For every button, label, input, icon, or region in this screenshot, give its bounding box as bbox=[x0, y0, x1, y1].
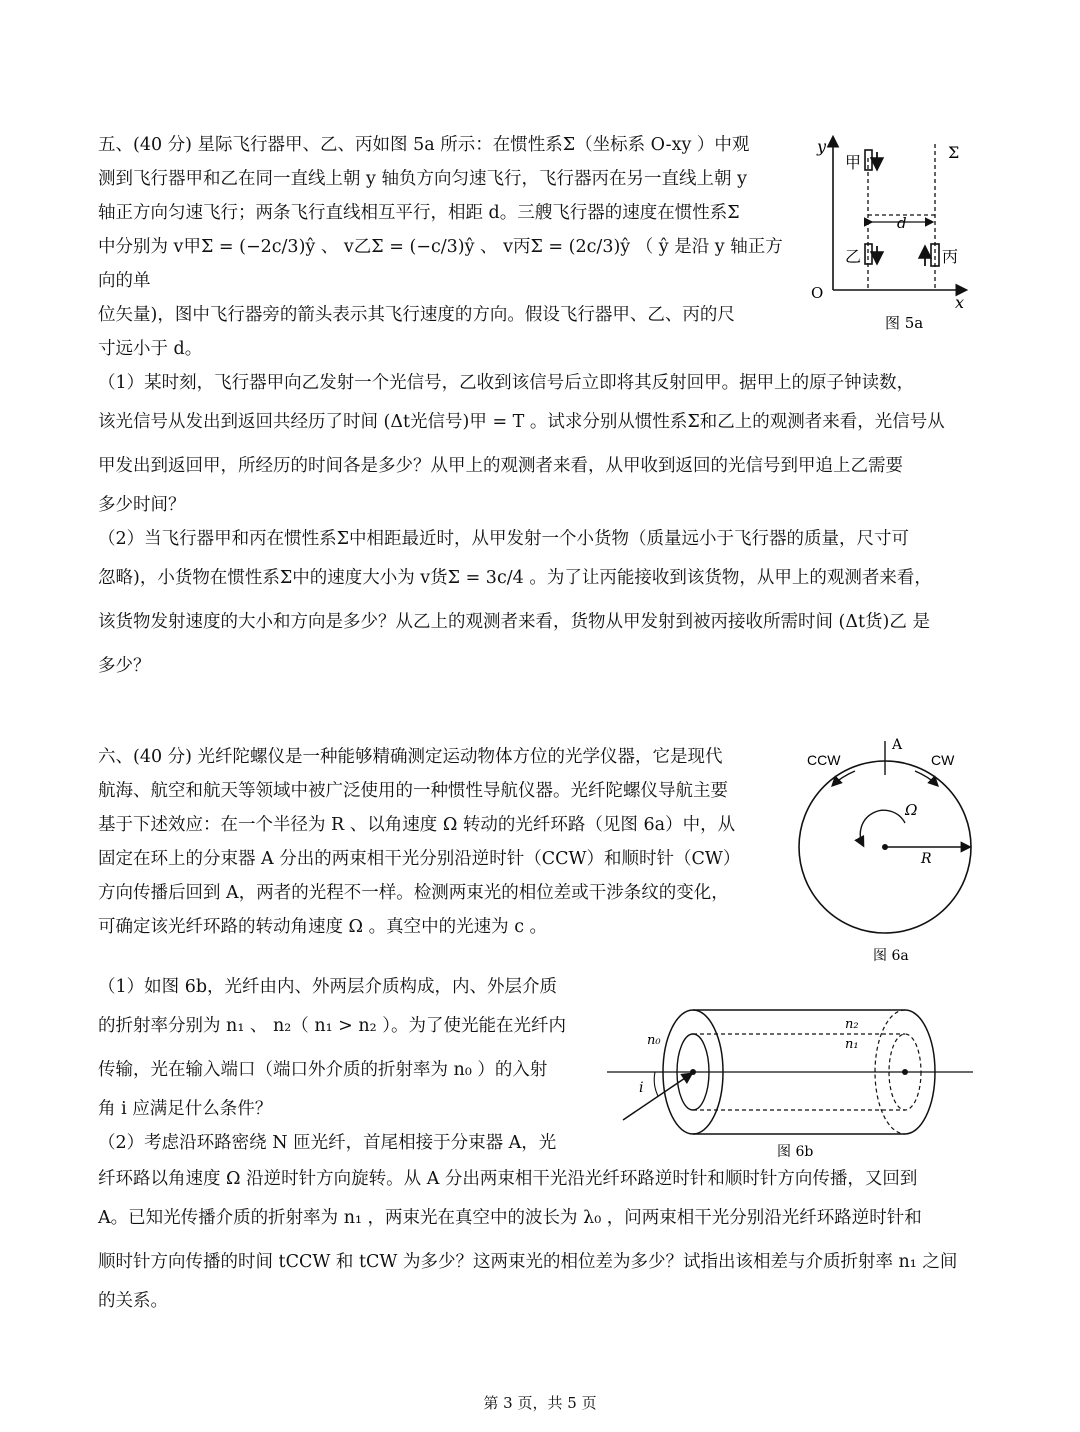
text-line: 六、(40 分) 光纤陀螺仪是一种能够精确测定运动物体方位的光学仪器，它是现代 bbox=[98, 747, 723, 767]
sigma-label: Σ bbox=[948, 143, 960, 162]
text-line: 多少时间？ bbox=[98, 495, 186, 515]
craft-bing bbox=[931, 244, 939, 266]
figure-caption: 图 6b bbox=[777, 1144, 814, 1160]
angle-label: i bbox=[639, 1080, 644, 1096]
figure-5a bbox=[805, 130, 980, 335]
text-line: （2）考虑沿环路密绕 N 匝光纤，首尾相接于分束器 A，光 bbox=[98, 1133, 557, 1153]
text-line: 测到飞行器甲和乙在同一直线上朝 y 轴负方向匀速飞行，飞行器丙在另一直线上朝 y bbox=[98, 169, 747, 189]
figure-caption: 图 6a bbox=[873, 948, 909, 964]
text-line: 位矢量)，图中飞行器旁的箭头表示其飞行速度的方向。假设飞行器甲、乙、丙的尺 bbox=[98, 305, 735, 325]
omega-label: Ω bbox=[905, 801, 918, 819]
text-line: （1）如图 6b，光纤由内、外两层介质构成，内、外层介质 bbox=[98, 977, 558, 997]
text-line: 多少？ bbox=[98, 656, 151, 676]
text-line: 该货物发射速度的大小和方向是多少？从乙上的观测者来看，货物从甲发射到被丙接收所需时间 (Δt货)乙 是 bbox=[98, 612, 930, 632]
radius-label: R bbox=[921, 851, 932, 867]
text-line: 该光信号从发出到返回共经历了时间 (Δt光信号)甲 = T 。试求分别从惯性系Σ和乙上的观测者来看，光信号从 bbox=[98, 412, 945, 432]
text-line: 忽略)，小货物在惯性系Σ中的速度大小为 v货Σ = 3c/4 。为了让丙能接收到该货物，从甲上的观测者来看， bbox=[98, 568, 932, 588]
n1-label: n₁ bbox=[845, 1037, 859, 1052]
n0-label: n₀ bbox=[647, 1033, 661, 1048]
text-line: A。已知光传播介质的折射率为 n₁ ，两束光在真空中的波长为 λ₀ ，问两束相干光分别沿光纤环路逆时针和 bbox=[98, 1208, 922, 1228]
text-line: 寸远小于 d。 bbox=[98, 339, 203, 359]
ccw-label: CCW bbox=[807, 752, 841, 768]
splitter-label: A bbox=[892, 737, 903, 753]
n2-label: n₂ bbox=[845, 1017, 859, 1032]
x-label: x bbox=[955, 293, 965, 312]
origin-label: O bbox=[811, 284, 824, 302]
text-line: 纤环路以角速度 Ω 沿逆时针方向旋转。从 A 分出两束相干光沿光纤环路逆时针和顺时针方向传播，又回到 bbox=[98, 1169, 918, 1189]
text-line: 可确定该光纤环路的转动角速度 Ω 。真空中的光速为 c 。 bbox=[98, 917, 548, 937]
text-line: 轴正方向匀速飞行；两条飞行直线相互平行，相距 d。三艘飞行器的速度在惯性系Σ bbox=[98, 203, 740, 223]
craft-yi-label: 乙 bbox=[845, 247, 862, 266]
text-line: 甲发出到返回甲，所经历的时间各是多少？从甲上的观测者来看，从甲收到返回的光信号到甲追上乙需要 bbox=[98, 456, 903, 476]
rotation-arrow-icon bbox=[860, 810, 905, 845]
question-5-intro bbox=[98, 128, 798, 366]
text-line: 五、(40 分) 星际飞行器甲、乙、丙如图 5a 所示：在惯性系Σ（坐标系 O-xy ）中观 bbox=[98, 135, 750, 155]
y-label: y bbox=[817, 137, 827, 156]
question-6-intro bbox=[98, 740, 788, 944]
question-5-parts bbox=[98, 366, 986, 688]
text-line: 的折射率分别为 n₁ 、 n₂（ n₁ > n₂ ）。为了使光能在光纤内 bbox=[98, 1016, 566, 1036]
incident-angle-arc bbox=[654, 1072, 658, 1096]
question-6-part1 bbox=[98, 970, 608, 1160]
text-line: 的关系。 bbox=[98, 1291, 168, 1311]
craft-bing-label: 丙 bbox=[942, 247, 959, 266]
figure-6a bbox=[795, 735, 985, 970]
ccw-arrow-icon bbox=[833, 771, 855, 785]
cw-arrow-icon bbox=[915, 771, 937, 785]
text-line: 顺时针方向传播的时间 tCCW 和 tCW 为多少？这两束光的相位差为多少？试指出该相差与介质折射率 n₁ 之间 bbox=[98, 1252, 958, 1272]
text-line: 固定在环上的分束器 A 分出的两束相干光分别沿逆时针（CCW）和顺时针（CW） bbox=[98, 849, 741, 869]
page-footer: 第 3 页，共 5 页 bbox=[483, 1394, 597, 1412]
cw-label: CW bbox=[931, 752, 955, 768]
craft-jia-label: 甲 bbox=[845, 153, 862, 172]
output-point bbox=[902, 1069, 908, 1075]
d-label: d bbox=[897, 214, 907, 232]
figure-caption: 图 5a bbox=[885, 314, 924, 332]
text-line: （2）当飞行器甲和丙在惯性系Σ中相距最近时，从甲发射一个小货物（质量远小于飞行器的质量，尺寸可 bbox=[98, 529, 910, 549]
text-line: 中分别为 v甲Σ = (−2c/3)ŷ 、 v乙Σ = (−c/3)ŷ 、 v丙Σ = (2c/3)ŷ （ ŷ 是沿 y 轴正方向的单 bbox=[98, 237, 783, 291]
text-line: 航海、航空和航天等领域中被广泛使用的一种惯性导航仪器。光纤陀螺仪导航主要 bbox=[98, 781, 728, 801]
text-line: （1）某时刻，飞行器甲向乙发射一个光信号，乙收到该信号后立即将其反射回甲。据甲上的原子钟读数， bbox=[98, 373, 915, 393]
text-line: 传输，光在输入端口（端口外介质的折射率为 n₀ ）的入射 bbox=[98, 1060, 548, 1080]
question-6-part2 bbox=[98, 1162, 986, 1318]
text-line: 基于下述效应：在一个半径为 R 、以角速度 Ω 转动的光纤环路（见图 6a）中，从 bbox=[98, 815, 736, 835]
figure-6b bbox=[605, 1000, 985, 1160]
text-line: 方向传播后回到 A，两者的光程不一样。检测两束光的相位差或干涉条纹的变化， bbox=[98, 883, 729, 903]
craft-yi bbox=[865, 244, 872, 264]
text-line: 角 i 应满足什么条件？ bbox=[98, 1099, 273, 1119]
